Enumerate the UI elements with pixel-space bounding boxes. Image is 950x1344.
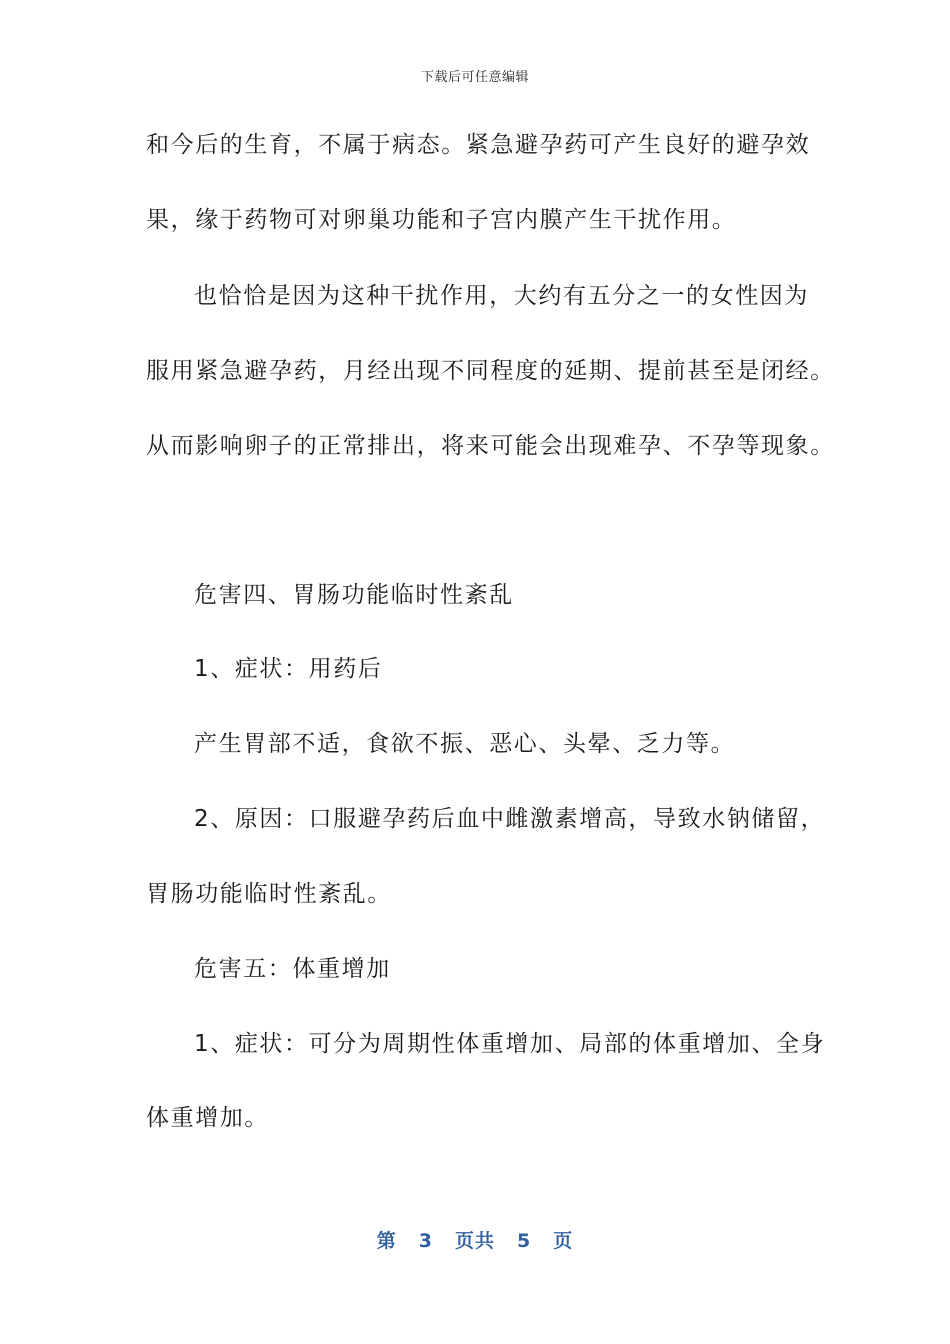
body-line-10: 胃肠功能临时性紊乱。 [146,881,392,907]
body-line-13: 体重增加。 [146,1105,269,1131]
body-line-12: 1、症状：可分为周期性体重增加、局部的体重增加、全身 [194,1031,826,1057]
body-line-7: 1、症状：用药后 [194,656,383,682]
body-line-5: 从而影响卵子的正常排出，将来可能会出现难孕、不孕等现象。 [146,433,835,459]
footer-total-pages: 5 [517,1230,532,1252]
body-line-4: 服用紧急避孕药，月经出现不同程度的延期、提前甚至是闭经。 [146,358,835,384]
footer-current-page: 3 [418,1230,433,1252]
body-line-1: 和今后的生育，不属于病态。紧急避孕药可产生良好的避孕效 [146,132,811,158]
body-line-9: 2、原因：口服避孕药后血中雌激素增高，导致水钠储留， [194,806,826,832]
body-line-8: 产生胃部不适，食欲不振、恶心、头晕、乏力等。 [194,731,736,757]
page-header: 下载后可任意编辑 [420,70,529,85]
footer-prefix: 第 [376,1230,397,1252]
page-footer [0,1226,950,1253]
footer-suffix: 页 [553,1230,574,1252]
body-line-3: 也恰恰是因为这种干扰作用，大约有五分之一的女性因为 [194,283,809,309]
section-heading-4: 危害四、胃肠功能临时性紊乱 [194,582,514,608]
section-heading-5: 危害五：体重增加 [194,956,391,982]
body-line-2: 果，缘于药物可对卵巢功能和子宫内膜产生干扰作用。 [146,207,737,233]
footer-middle: 页共 [454,1230,495,1252]
